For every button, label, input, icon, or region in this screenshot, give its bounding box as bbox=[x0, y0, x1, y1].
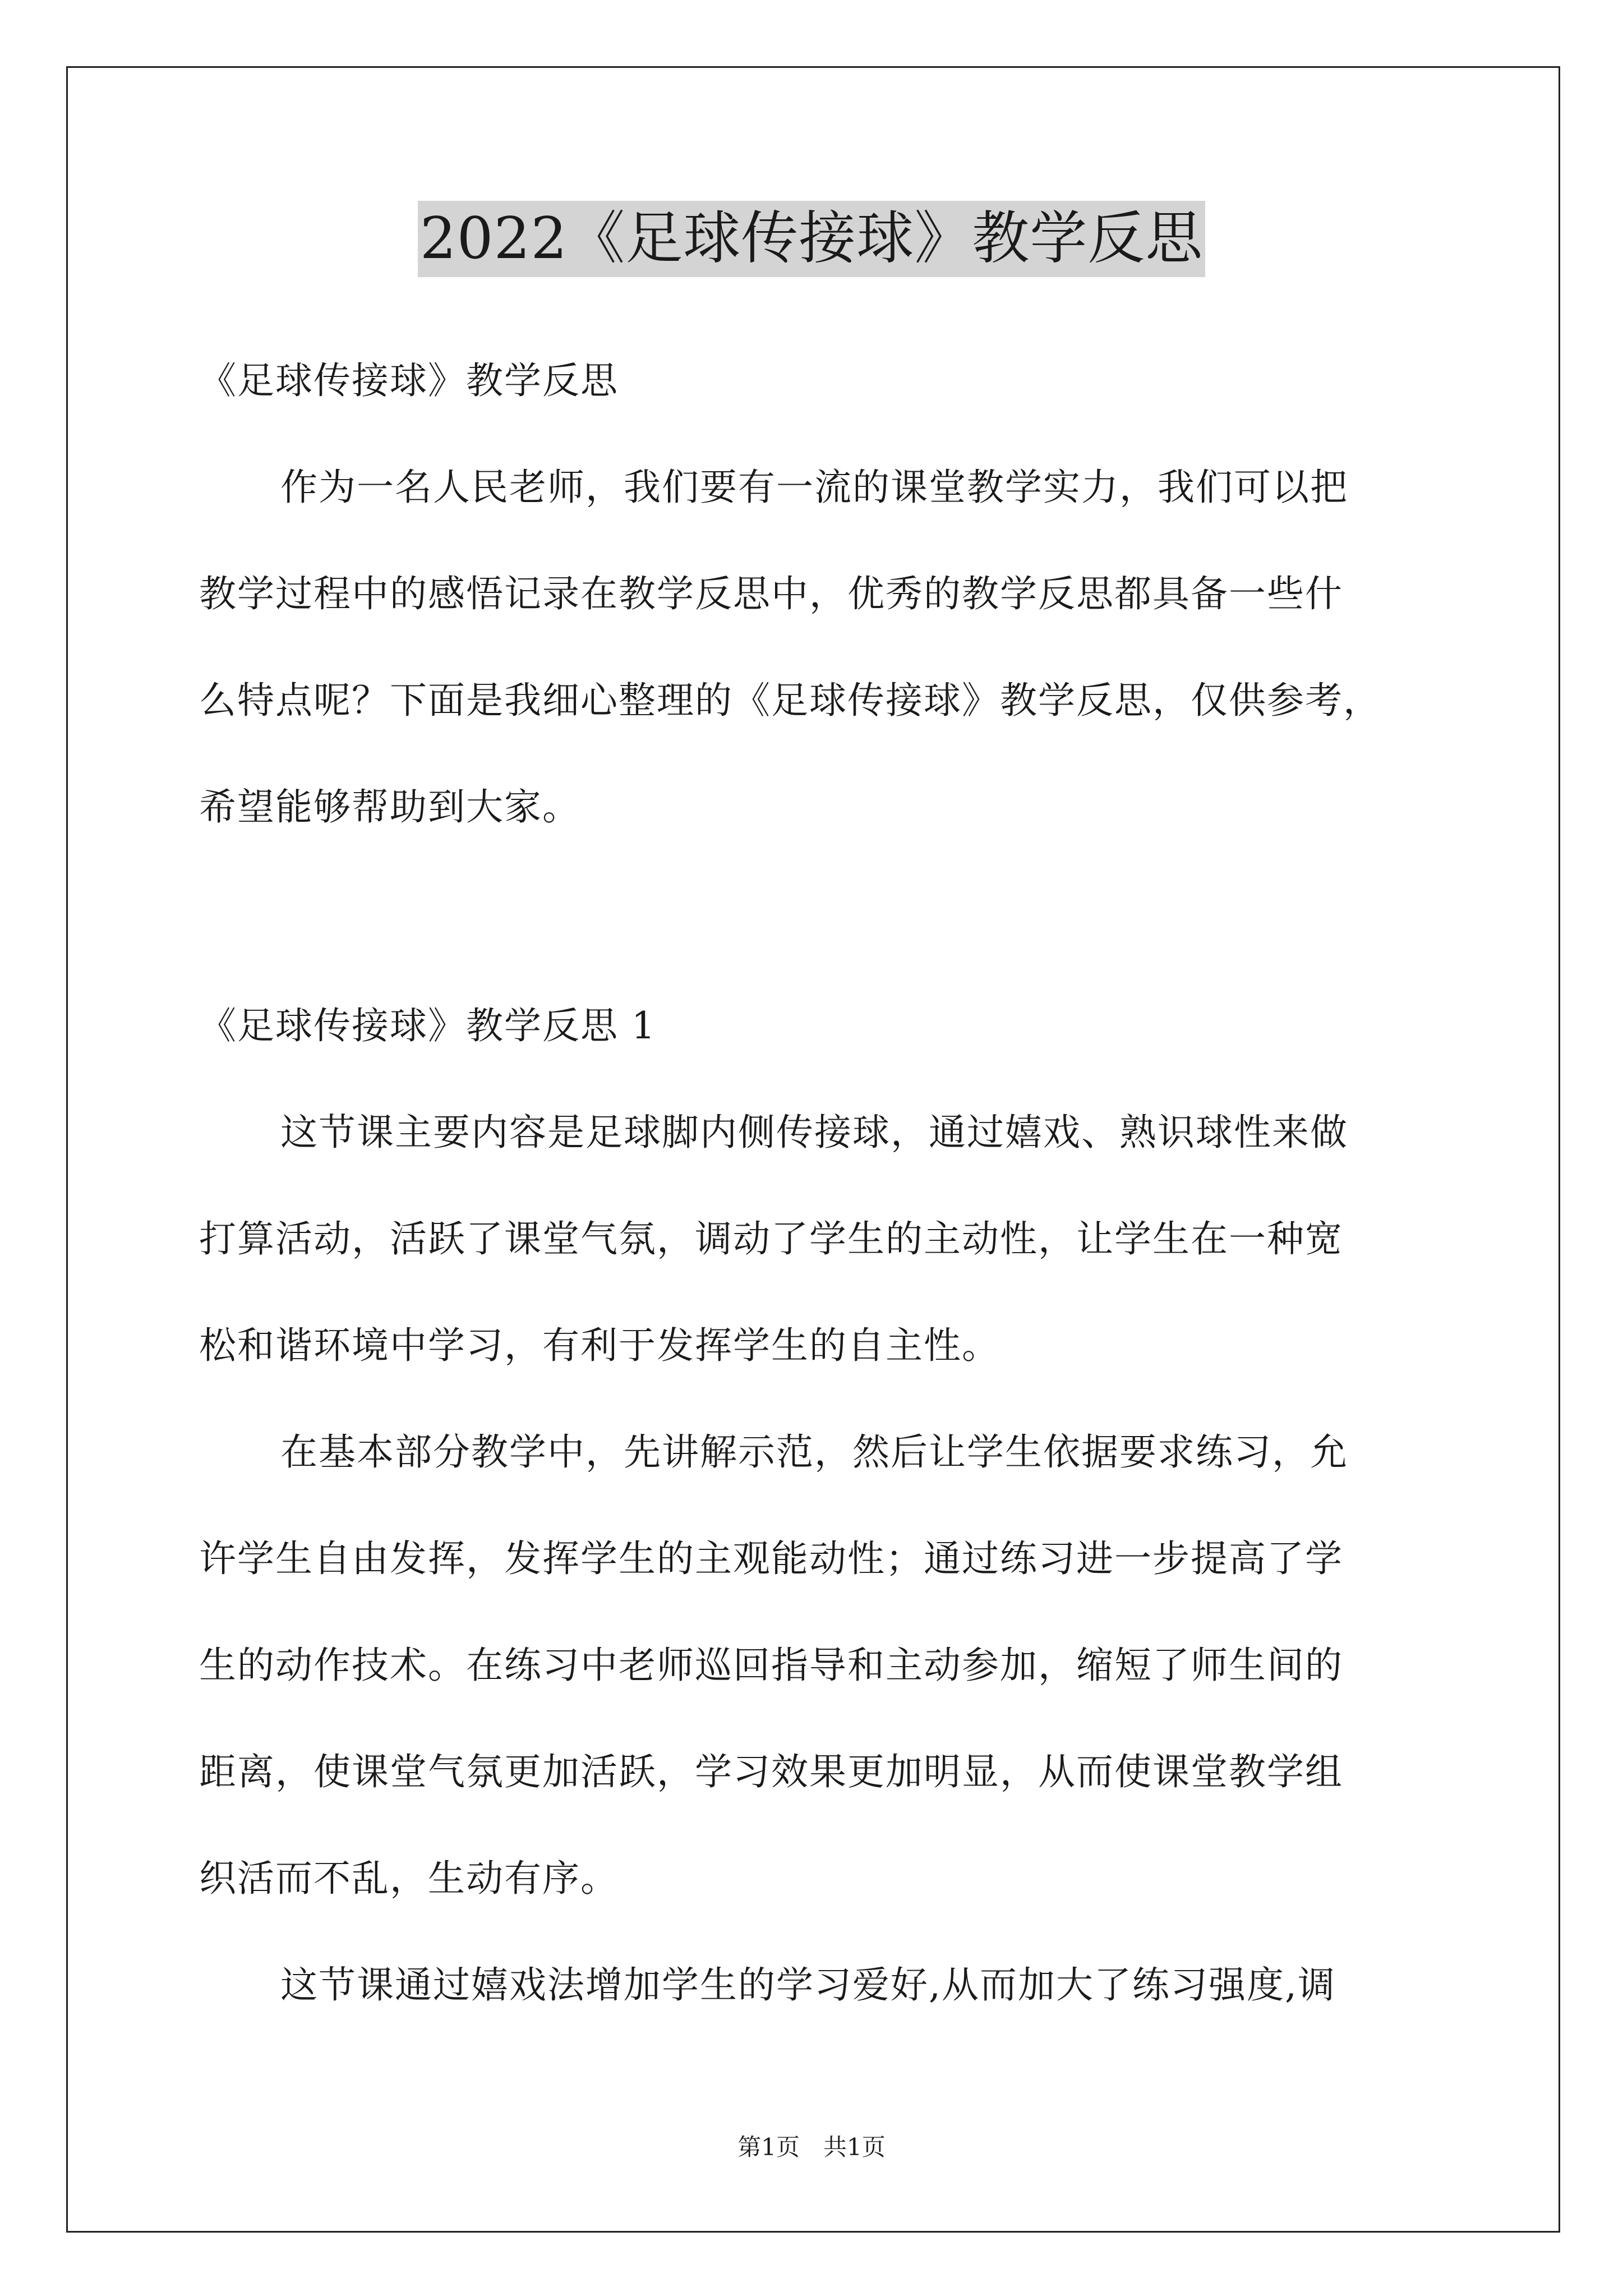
page-footer: 第1页 共1页 bbox=[737, 2133, 886, 2161]
subtitle: 《足球传接球》教学反思 bbox=[199, 359, 619, 402]
paragraph-line: 在基本部分教学中，先讲解示范，然后让学生依据要求练习，允 bbox=[280, 1430, 1348, 1474]
section-heading: 《足球传接球》教学反思 1 bbox=[199, 1004, 656, 1047]
paragraph-line: 打算活动，活跃了课堂气氛，调动了学生的主动性，让学生在一种宽 bbox=[199, 1217, 1343, 1260]
title-container bbox=[0, 201, 1623, 277]
paragraph-line: 许学生自由发挥，发挥学生的主观能动性；通过练习进一步提高了学 bbox=[199, 1537, 1343, 1580]
paragraph-line: 这节课主要内容是足球脚内侧传接球，通过嬉戏、熟识球性来做 bbox=[280, 1111, 1348, 1154]
intro-line: 作为一名人民老师，我们要有一流的课堂教学实力，我们可以把 bbox=[280, 466, 1348, 509]
paragraph-line: 织活而不乱，生动有序。 bbox=[199, 1857, 619, 1900]
paragraph-line: 这节课通过嬉戏法增加学生的学习爱好,从而加大了练习强度,调 bbox=[280, 1963, 1336, 2007]
paragraph-line: 生的动作技术。在练习中老师巡回指导和主动参加，缩短了师生间的 bbox=[199, 1644, 1343, 1687]
intro-line: 教学过程中的感悟记录在教学反思中，优秀的教学反思都具备一些什 bbox=[199, 572, 1343, 615]
intro-line: 么特点呢？下面是我细心整理的《足球传接球》教学反思，仅供参考， bbox=[199, 679, 1381, 722]
intro-line: 希望能够帮助到大家。 bbox=[199, 785, 580, 829]
paragraph-line: 松和谐环境中学习，有利于发挥学生的自主性。 bbox=[199, 1324, 1000, 1367]
document-title: 2022《足球传接球》教学反思 bbox=[418, 201, 1206, 277]
paragraph-line: 距离，使课堂气氛更加活跃，学习效果更加明显，从而使课堂教学组 bbox=[199, 1750, 1343, 1793]
